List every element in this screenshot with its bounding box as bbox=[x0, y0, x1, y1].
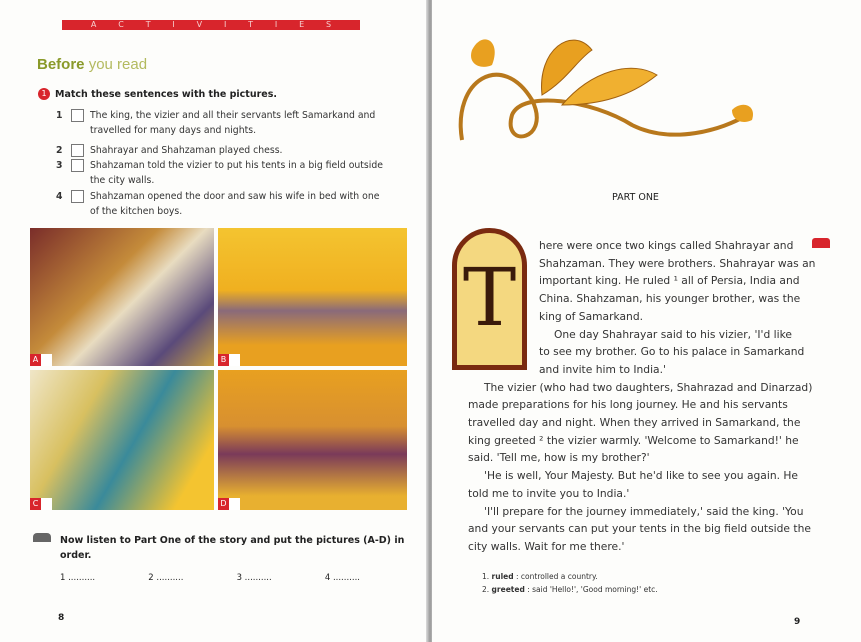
item-text bbox=[90, 108, 375, 138]
exercise-instruction: Match these sentences with the pictures. bbox=[55, 89, 277, 100]
item-number: 1 bbox=[56, 110, 63, 121]
drop-cap: T bbox=[452, 228, 527, 370]
answer-box[interactable] bbox=[229, 498, 240, 510]
blank-2[interactable]: 2 .......... bbox=[148, 573, 184, 583]
checkbox[interactable] bbox=[71, 109, 84, 122]
listen-line: order. bbox=[60, 550, 92, 561]
story-line: city walls. Wait for me there.' bbox=[468, 539, 625, 553]
banner-letter: A bbox=[90, 20, 97, 29]
banner-letter: S bbox=[326, 20, 332, 29]
part-title: PART ONE bbox=[612, 192, 659, 203]
banner-letter: T bbox=[248, 20, 254, 29]
answer-box[interactable] bbox=[229, 354, 240, 366]
page-number: 9 bbox=[794, 617, 801, 627]
story-line: travelled day and night. When they arrived in Samarkand, the bbox=[468, 416, 801, 429]
item-line: of the kitchen boys. bbox=[90, 206, 183, 217]
footnote-word: greeted bbox=[491, 585, 525, 594]
story-line: king greeted ² the vizier warmly. 'Welcome to Samarkand!' he bbox=[468, 433, 799, 447]
picture-label: D bbox=[218, 498, 229, 510]
footnote-number: 1. bbox=[482, 572, 490, 581]
picture-b bbox=[218, 228, 407, 366]
story-line: here were once two kings called Shahrayar and bbox=[539, 239, 794, 252]
audio-cd-icon bbox=[33, 533, 51, 542]
item-number: 2 bbox=[56, 145, 63, 156]
story-line: and invite him to India.' bbox=[539, 362, 666, 376]
item-text bbox=[90, 158, 383, 188]
story-line: One day Shahrayar said to his vizier, 'I'd like bbox=[554, 327, 792, 341]
item-text bbox=[90, 189, 379, 219]
title-bold: Before bbox=[37, 56, 85, 73]
footnote-definition: : said 'Hello!', 'Good morning!' etc. bbox=[527, 585, 658, 594]
footnote bbox=[482, 572, 598, 581]
banner-letter: I bbox=[223, 20, 227, 29]
story-line: to see my brother. Go to his palace in Samarkand bbox=[539, 345, 805, 359]
item-line: Shahzaman told the vizier to put his tents in a big field outside bbox=[90, 160, 383, 171]
checkbox[interactable] bbox=[71, 190, 84, 203]
story-line: made preparations for his long journey. He and his servants bbox=[468, 398, 788, 412]
page-number: 8 bbox=[58, 613, 65, 623]
story-line: 'He is well, Your Majesty. But he'd like to see you again. He bbox=[484, 469, 798, 483]
story-line: and your servants can put your tents in the big field outside the bbox=[468, 522, 811, 536]
banner-letter: C bbox=[118, 20, 124, 29]
answer-blanks bbox=[60, 573, 360, 583]
item-line: Shahzaman opened the door and saw his wife in bed with one bbox=[90, 191, 380, 202]
story-line: king of Samarkand. bbox=[539, 309, 644, 323]
left-page bbox=[0, 0, 428, 642]
checkbox[interactable] bbox=[71, 159, 84, 172]
item-line: The king, the vizier and all their servants left Samarkand and bbox=[90, 110, 376, 121]
banner-letter: T bbox=[145, 20, 151, 29]
blank-3[interactable]: 3 .......... bbox=[236, 573, 272, 583]
story-line: China. Shahzaman, his younger brother, was the bbox=[539, 292, 801, 306]
listen-instruction bbox=[60, 533, 404, 563]
activities-banner bbox=[62, 20, 360, 30]
audio-cd-icon bbox=[812, 238, 830, 248]
answer-box[interactable] bbox=[41, 354, 52, 366]
footnote bbox=[482, 585, 658, 594]
story-line: The vizier (who had two daughters, Shahrazad and Dinarzad) bbox=[484, 380, 813, 394]
picture-a bbox=[30, 228, 214, 366]
footnote-number: 2. bbox=[482, 585, 490, 594]
picture-c bbox=[30, 370, 214, 510]
item-number: 4 bbox=[56, 191, 63, 202]
blank-1[interactable]: 1 .......... bbox=[60, 573, 96, 583]
picture-label: A bbox=[30, 354, 41, 366]
answer-box[interactable] bbox=[41, 498, 52, 510]
picture-label: C bbox=[30, 498, 41, 510]
floral-ornament-icon bbox=[442, 20, 762, 170]
story-line: Shahzaman. They were brothers. Shahrayar was an bbox=[539, 256, 816, 270]
section-title bbox=[37, 56, 147, 73]
right-page bbox=[432, 0, 861, 642]
picture-d bbox=[218, 370, 407, 510]
item-line: Shahrayar and Shahzaman played chess. bbox=[90, 145, 283, 156]
title-rest: you read bbox=[88, 56, 148, 73]
banner-letter: V bbox=[196, 20, 203, 29]
picture-label: B bbox=[218, 354, 229, 366]
exercise-number-badge: 1 bbox=[38, 88, 50, 100]
item-number: 3 bbox=[56, 160, 63, 171]
listen-line: Now listen to Part One of the story and put the pictures (A-D) in bbox=[60, 535, 405, 546]
story-line: 'I'll prepare for the journey immediately,' said the king. 'You bbox=[484, 504, 804, 518]
footnote-definition: : controlled a country. bbox=[516, 572, 598, 581]
banner-letter: E bbox=[299, 20, 305, 29]
item-line: the city walls. bbox=[90, 175, 155, 186]
banner-letter: I bbox=[172, 20, 175, 29]
story-line: told me to invite you to India.' bbox=[468, 486, 630, 500]
item-text bbox=[90, 143, 283, 158]
banner-letter: I bbox=[274, 20, 278, 29]
footnote-word: ruled bbox=[491, 572, 514, 581]
story-line: said. 'Tell me, how is my brother?' bbox=[468, 451, 650, 465]
story-line: important king. He ruled ¹ all of Persia, India and bbox=[539, 274, 800, 288]
checkbox[interactable] bbox=[71, 144, 84, 157]
blank-4[interactable]: 4 .......... bbox=[324, 573, 360, 583]
item-line: travelled for many days and nights. bbox=[90, 125, 257, 136]
